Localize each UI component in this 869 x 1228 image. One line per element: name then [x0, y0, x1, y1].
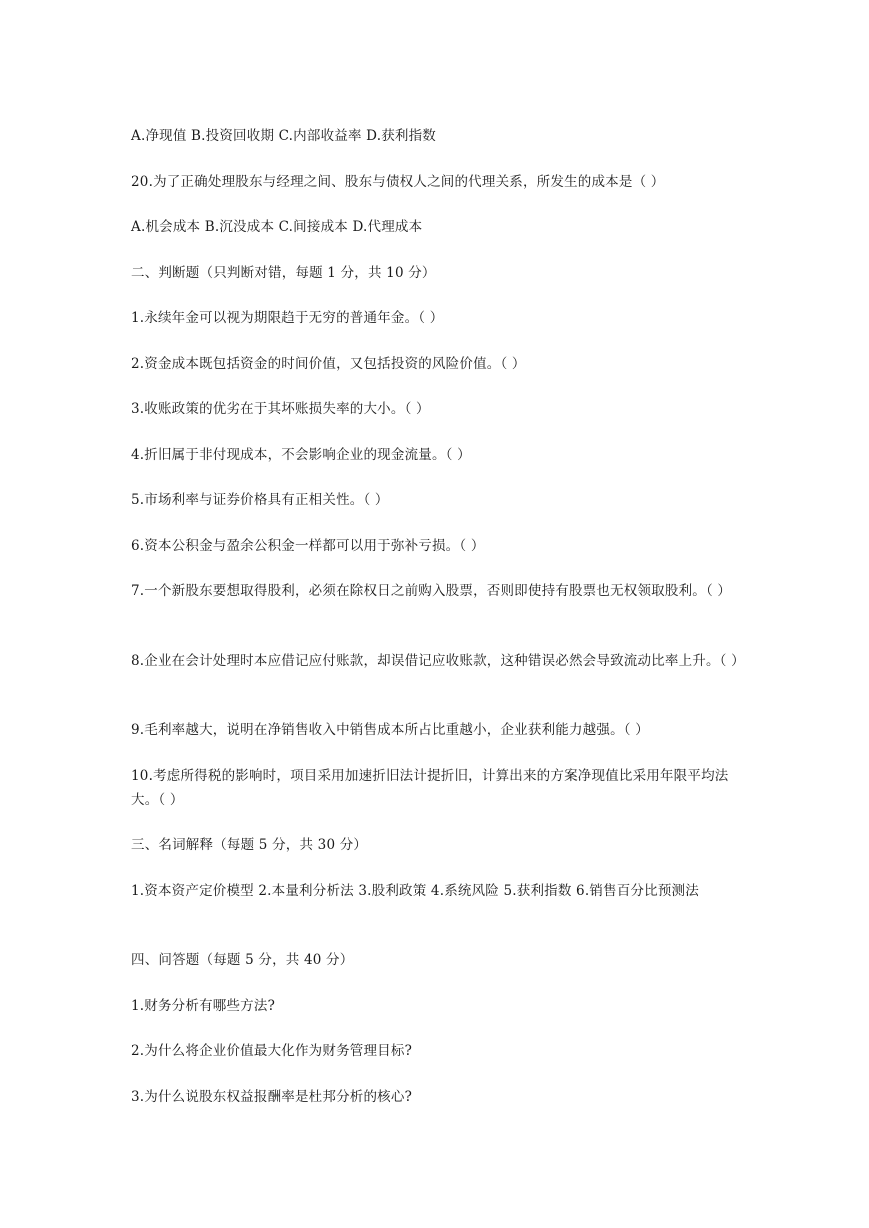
tf-item-3: 3.收账政策的优劣在于其坏账损失率的大小。（ ） — [131, 401, 430, 417]
qa-item-1: 1.财务分析有哪些方法? — [131, 997, 276, 1014]
tf-item-9: 9.毛利率越大，说明在净销售收入中销售成本所占比重越小，企业获利能力越强。（ ） — [131, 722, 649, 738]
tf-item-5: 5.市场利率与证券价格具有正相关性。（ ） — [131, 492, 389, 508]
document-page — [131, 124, 745, 1130]
qa-item-2: 2.为什么将企业价值最大化作为财务管理目标? — [131, 1043, 413, 1059]
section-qa-heading: 四、问答题（每题 5 分，共 40 分） — [131, 952, 354, 968]
section-true-false-heading: 二、判断题（只判断对错，每题 1 分，共 10 分） — [131, 264, 436, 281]
tf-item-1: 1.永续年金可以视为期限趋于无穷的普通年金。（ ） — [131, 310, 444, 326]
tf-item-6: 6.资本公积金与盈余公积金一样都可以用于弥补亏损。（ ） — [131, 537, 485, 554]
tf-item-10: 10.考虑所得税的影响时，项目采用加速折旧法计提折旧，计算出来的方案净现值比采用年限平均法大。（ ） — [131, 767, 729, 808]
q20-question: 20.为了正确处理股东与经理之间、股东与债权人之间的代理关系，所发生的成本是（ ） — [131, 173, 665, 190]
tf-item-8: 8.企业在会计处理时本应借记应付账款，却误借记应收账款，这种错误必然会导致流动比率上升。（ ） — [131, 652, 745, 669]
terms-list: 1.资本资产定价模型 2.本量利分析法 3.股利政策 4.系统风险 5.获利指数 6.销售百分比预测法 — [131, 882, 699, 899]
q20-options: A.机会成本 B.沉没成本 C.间接成本 D.代理成本 — [131, 219, 423, 235]
tf-item-2: 2.资金成本既包括资金的时间价值，又包括投资的风险价值。（ ） — [131, 355, 526, 372]
section-terms-heading: 三、名词解释（每题 5 分，共 30 分） — [131, 837, 368, 853]
tf-item-4: 4.折旧属于非付现成本，不会影响企业的现金流量。（ ） — [131, 446, 471, 463]
tf-item-7: 7.一个新股东要想取得股利，必须在除权日之前购入股票，否则即使持有股票也无权领取股利。（ ） — [131, 583, 732, 599]
q19-options: A.净现值 B.投资回收期 C.内部收益率 D.获利指数 — [131, 128, 436, 144]
qa-item-3: 3.为什么说股东权益报酬率是杜邦分析的核心? — [131, 1088, 413, 1105]
